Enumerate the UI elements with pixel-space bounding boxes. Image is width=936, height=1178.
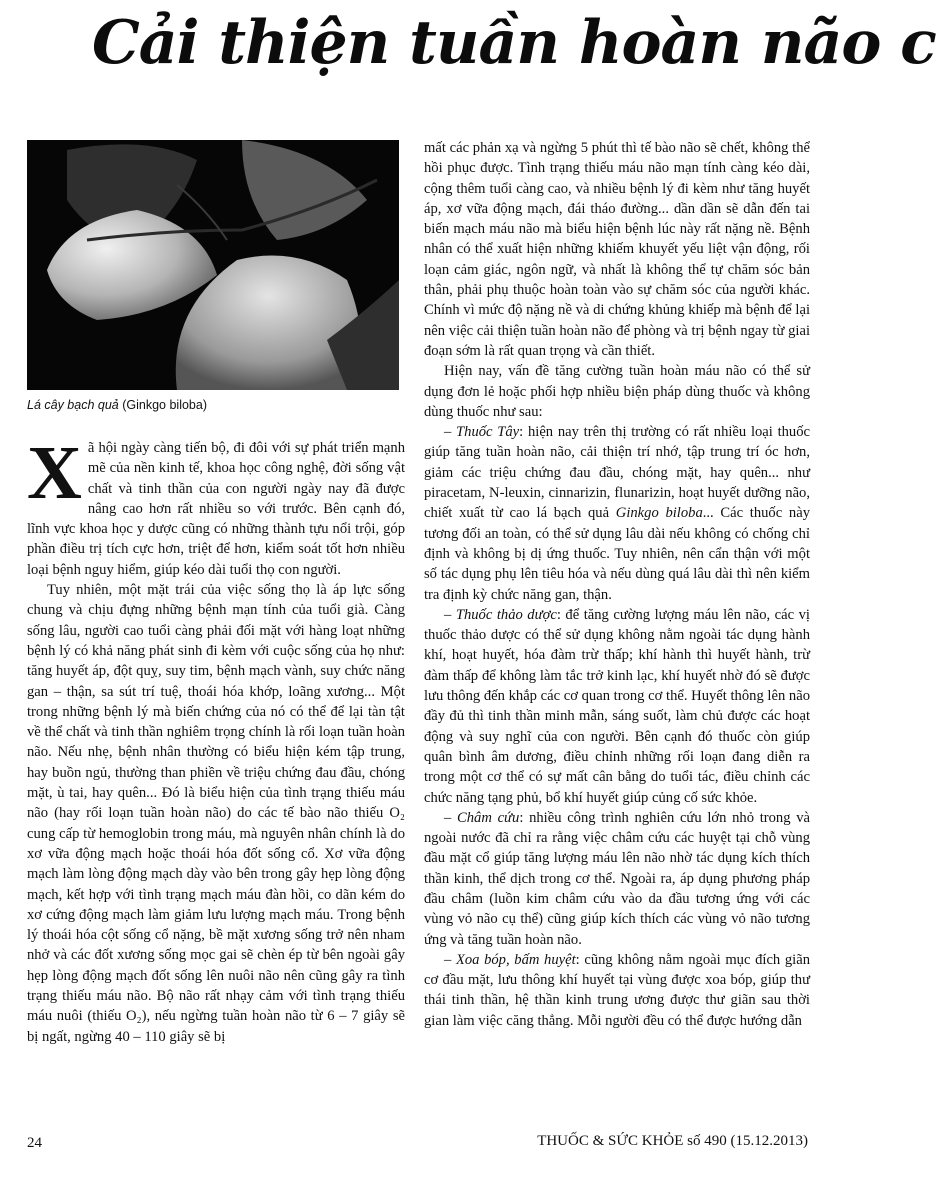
right-column: [424, 138, 810, 1138]
massage-paragraph: – Xoa bóp, bấm huyệt: cũng không nằm ngoài mục đích giãn cơ đầu mặt, lưu thông khí huyết tại vùng được xoa bóp, giúp thư thái tinh thần, hệ thần kinh trung ương được thư giãn sau thời gian làm việc căng thẳng. Mỗi người đều có thể được hướng dẫn: [424, 951, 810, 1029]
western-medicine-paragraph: – Thuốc Tây: hiện nay trên thị trường có rất nhiều loại thuốc giúp tăng tuần hoàn não, cải thiện trí nhớ, tập trung trí óc hơn, giảm các triệu chứng đau đầu, chóng mặt, hay quên... như piracetam, N-leuxin, cinnarizin, flunarizin, hoạt huyết dưỡng não, chiết xuất từ cao lá bạch quả Ginkgo biloba... Các thuốc này tương đối an toàn, có thể sử dụng lâu dài nếu không có chống chỉ định và không bị dị ứng thuốc. Tuy nhiên, nên cẩn thận với một số tác dụng phụ lên tiêu hóa và nếu dùng quá lâu dài thì nên kiểm tra định kỳ chức năng gan, thận.: [424, 424, 810, 603]
body-paragraph: mất các phản xạ và ngừng 5 phút thì tế bào não sẽ chết, không thể hồi phục được. Tình trạng thiếu máu não mạn tính càng kéo dài, cộng thêm tuổi càng cao, và nhiều bệnh lý đi kèm như tăng huyết áp, xơ vữa động mạch, đái tháo đường... dần dần sẽ dẫn đến tai biến mạch máu não mà biểu hiện bệnh lúc này rất nặng nề. Bệnh nhân có thể xuất hiện những khiếm khuyết yếu liệt vận động, rối loạn cảm giác, ngôn ngữ, và nhất là không thể tự chăm sóc bản thân, phải phụ thuộc hoàn toàn vào sự chăm sóc của người khác. Chính vì mức độ nặng nề và di chứng khủng khiếp mà bệnh để lại nên việc cải thiện tuần hoàn não để phòng và trị bệnh ngay từ giai đoạn sớm là rất quan trọng và cần thiết.: [424, 140, 810, 359]
left-column: [27, 431, 405, 1138]
page-number: 24: [27, 1135, 42, 1151]
intro-paragraph: Xã hội ngày càng tiến bộ, đi đôi với sự phát triển mạnh mẽ của nền kinh tế, khoa học công nghệ, đời sống vật chất và tinh thần của con người ngày nay đã được nâng cao hơn rất nhiều so với trước. Bên cạnh đó, lĩnh vực khoa học y dược cũng có những thành tựu nổi trội, góp phần điều trị tích cực hơn, triệt để hơn, kiểm soát tốt hơn nhiều loại bệnh nguy hiểm, giúp kéo dài tuổi thọ con người.: [27, 431, 405, 578]
drop-cap: X: [27, 431, 82, 515]
body-paragraph: Hiện nay, vấn đề tăng cường tuần hoàn máu não có thể sử dụng đơn lẻ hoặc phối hợp nhiều biện pháp dùng thuốc và không dùng thuốc như sau:: [424, 363, 810, 420]
body-paragraph: Tuy nhiên, một mặt trái của việc sống thọ là áp lực sống chung và chịu đựng những bệnh mạn tính của tuổi già. Càng sống lâu, người cao tuổi càng phải đối mặt với hàng loạt những bệnh lý có khả năng phát sinh đi kèm với cuộc sống của họ như: tăng huyết áp, đột quỵ, suy tim, bệnh mạch vành, suy chức năng gan – thận, sa sút trí tuệ, thoái hóa khớp, loãng xương... Một trong những bệnh lý mà biến chứng của nó có thể để lại tàn tật về thể chất và tinh thần nghiêm trọng chính là rối loạn tuần hoàn não. Nếu nhẹ, bệnh nhân thường có biểu hiện kém tập trung, hay buồn ngủ, thường than phiền về triệu chứng đau đầu, chóng mặt, ù tai, hay quên... Đó là biểu hiện của tình trạng thiếu máu não (hay rối loạn tuần hoàn não) do các tế bào não thiếu O₂ cung cấp từ hemoglobin trong máu, mà nguyên nhân chính là do xơ vữa động mạch hoặc thoái hóa đốt sống cổ. Xơ vữa động mạch làm lòng động mạch dày vào bên trong gây hẹp lòng động mạch, kết hợp với tình trạng mạch máu đàn hồi, co dãn kém do xơ cứng động mạch làm giảm lưu lượng mạch máu. Trong bệnh lý thoái hóa cột sống cổ nặng, bề mặt xương sống trở nên nham nhở và các đốt xương sống mọc gai sẽ chèn ép từ bên ngoài gây hẹp lòng động mạch đốt sống lên nuôi não nên cũng gây ra tình trạng thiếu máu não. Bộ não rất nhạy cảm với tình trạng thiếu máu nuôi (thiếu O₂), nếu ngừng tuần hoàn não từ 6 – 7 giây sẽ bị ngất, ngừng 40 – 110 giây sẽ bị: [27, 582, 405, 1045]
magazine-issue: THUỐC & SỨC KHỎE số 490 (15.12.2013): [537, 1133, 808, 1149]
acupuncture-paragraph: – Châm cứu: nhiều công trình nghiên cứu lớn nhỏ trong và ngoài nước đã chỉ ra rằng việc châm cứu các huyệt tại chỗ vùng đầu mặt cổ giúp tăng lượng máu lên não nhờ tác dụng kích thích thần kinh, thể dịch trong cơ thể. Ngoài ra, áp dụng phương pháp đầu châm (luồn kim châm cứu vào da đầu tương ứng với các vùng vỏ não cụ thể) cũng giúp kích thích các vùng vỏ não tương ứng và tăng tuần hoàn não.: [424, 809, 810, 948]
photo-caption: Lá cây bạch quả (Ginkgo biloba): [27, 398, 207, 412]
ginkgo-leaf-photo: [27, 140, 399, 390]
headline: Cải thiện tuần hoàn não c: [92, 8, 936, 78]
herbal-medicine-paragraph: – Thuốc thảo dược: để tăng cường lượng máu lên não, các vị thuốc thảo dược có thể sử dụng không nằm ngoài tác dụng hành khí, hoạt huyết, hóa đàm trừ thấp; khí hành thì huyết hành, trừ đàm thấp để không làm tắc trở kinh lạc, khí huyết nhờ đó sẽ được lưu thông đến khắp các cơ quan trong cơ thể. Huyết thông lên não đầy đủ thì tinh thần minh mẫn, sáng suốt, làm chủ được các hoạt động và suy nghĩ của con người. Bên cạnh đó thuốc còn giúp quân bình âm dương, điều chỉnh những rối loạn đang diễn ra trong một cơ thể có sự mất cân bằng do tuổi tác, điều chỉnh các chức năng tạng phủ, bổ khí huyết giúp củng cố sức khỏe.: [424, 606, 810, 806]
